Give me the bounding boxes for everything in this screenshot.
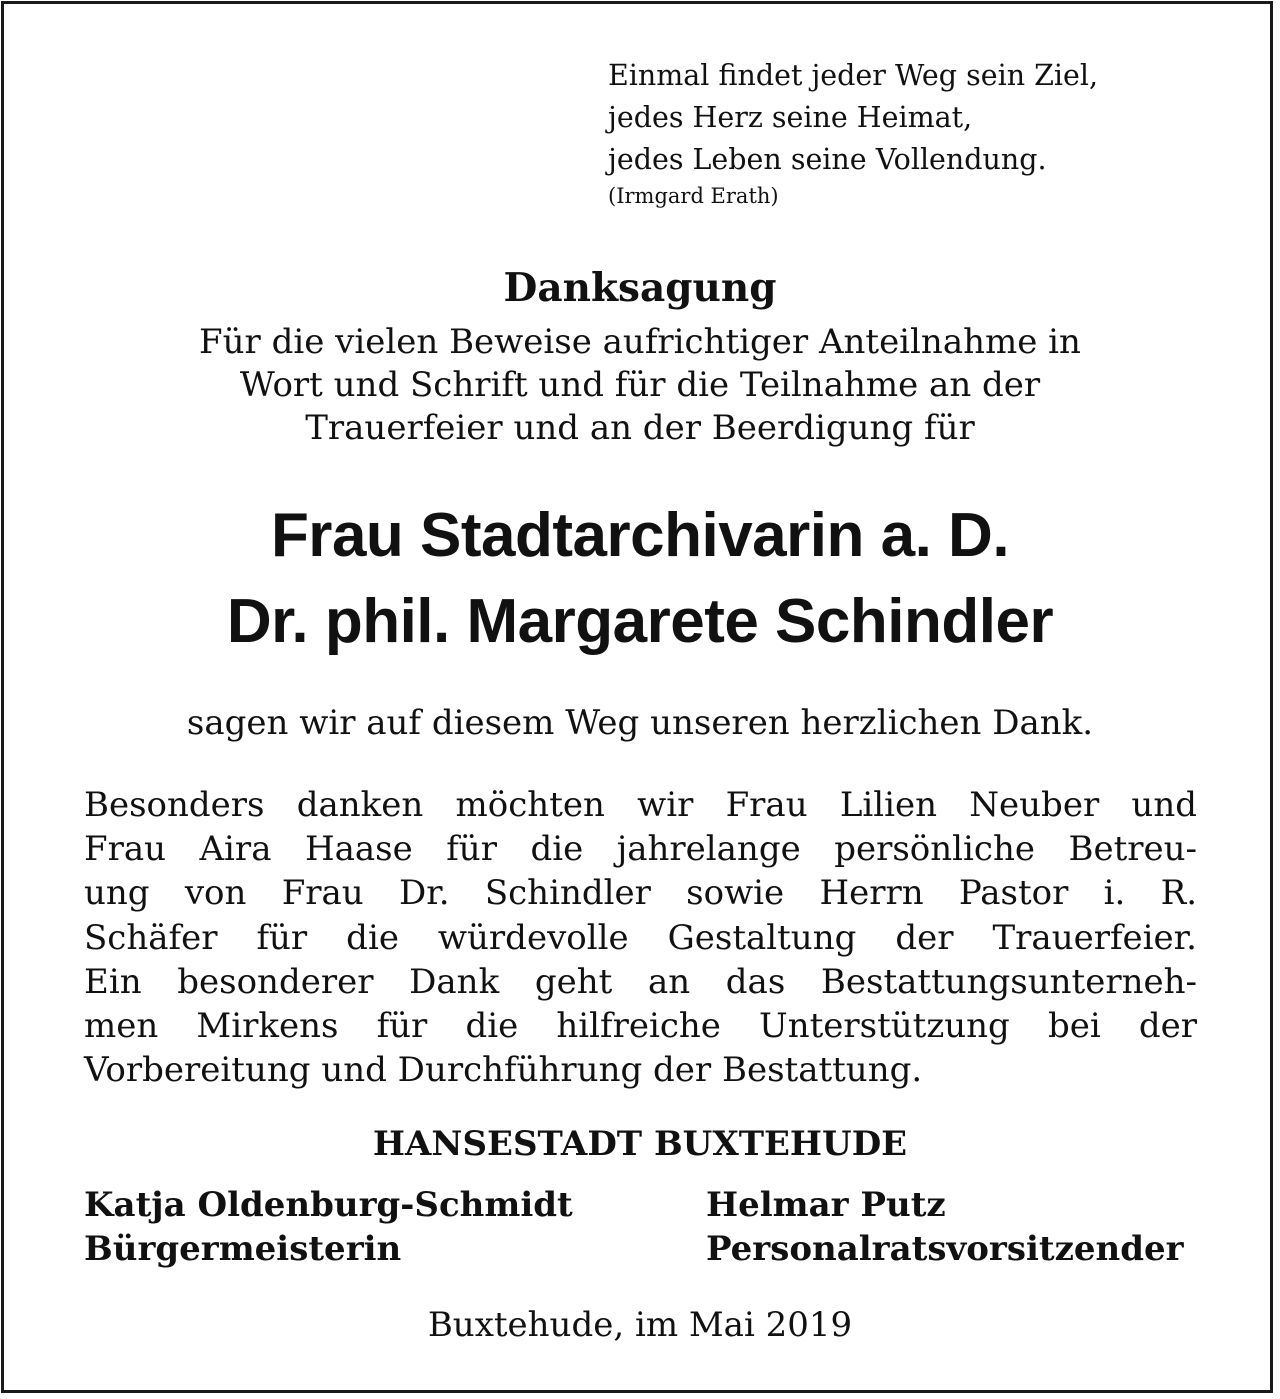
body-line: men Mirkens für die hilfreiche Unterstützung bei der	[84, 1006, 1197, 1047]
body-line: ung von Frau Dr. Schindler sowie Herrn Pastor i. R.	[84, 873, 1197, 914]
intro-line: Trauerfeier und an der Beerdigung für	[305, 408, 975, 448]
deceased-title: Frau Stadtarchivarin a. D.	[270, 501, 1010, 570]
poem-author: (Irmgard Erath)	[608, 184, 779, 208]
poem	[608, 55, 1248, 213]
deceased-name	[0, 493, 1280, 665]
signatory-name: Helmar Putz	[706, 1185, 946, 1225]
signatory-left	[84, 1183, 573, 1271]
signatory-right	[706, 1183, 1184, 1271]
signatory-name: Katja Oldenburg-Schmidt	[84, 1185, 573, 1225]
body-line: Frau Aira Haase für die jahrelange persönliche Betreu-	[84, 829, 1197, 870]
notice-heading: Danksagung	[503, 265, 777, 311]
signatory-role: Personalratsvorsitzender	[706, 1229, 1184, 1269]
intro-line: Für die vielen Beweise aufrichtiger Anteilnahme in	[199, 322, 1081, 362]
body-paragraph	[84, 783, 1197, 1092]
thanks-line: sagen wir auf diesem Weg unseren herzlichen Dank.	[186, 703, 1094, 743]
organization-name: HANSESTADT BUXTEHUDE	[372, 1124, 908, 1164]
body-line: Besonders danken möchten wir Frau Lilien Neuber und	[84, 785, 1197, 825]
body-line: Ein besonderer Dank geht an das Bestattungsunterneh-	[84, 961, 1197, 1002]
place-date: Buxtehude, im Mai 2019	[427, 1305, 853, 1345]
poem-line: jedes Herz seine Heimat,	[608, 101, 973, 134]
deceased-full-name: Dr. phil. Margarete Schindler	[226, 587, 1054, 656]
poem-line: jedes Leben seine Vollendung.	[608, 143, 1047, 176]
intro-text	[0, 321, 1280, 450]
body-line: Vorbereitung und Durchführung der Bestattung.	[84, 1050, 923, 1091]
poem-line: Einmal findet jeder Weg sein Ziel,	[608, 59, 1099, 92]
signatory-role: Bürgermeisterin	[84, 1229, 402, 1269]
body-line: Schäfer für die würdevolle Gestaltung der Trauerfeier.	[84, 917, 1197, 958]
intro-line: Wort und Schrift und für die Teilnahme an der	[239, 365, 1041, 405]
